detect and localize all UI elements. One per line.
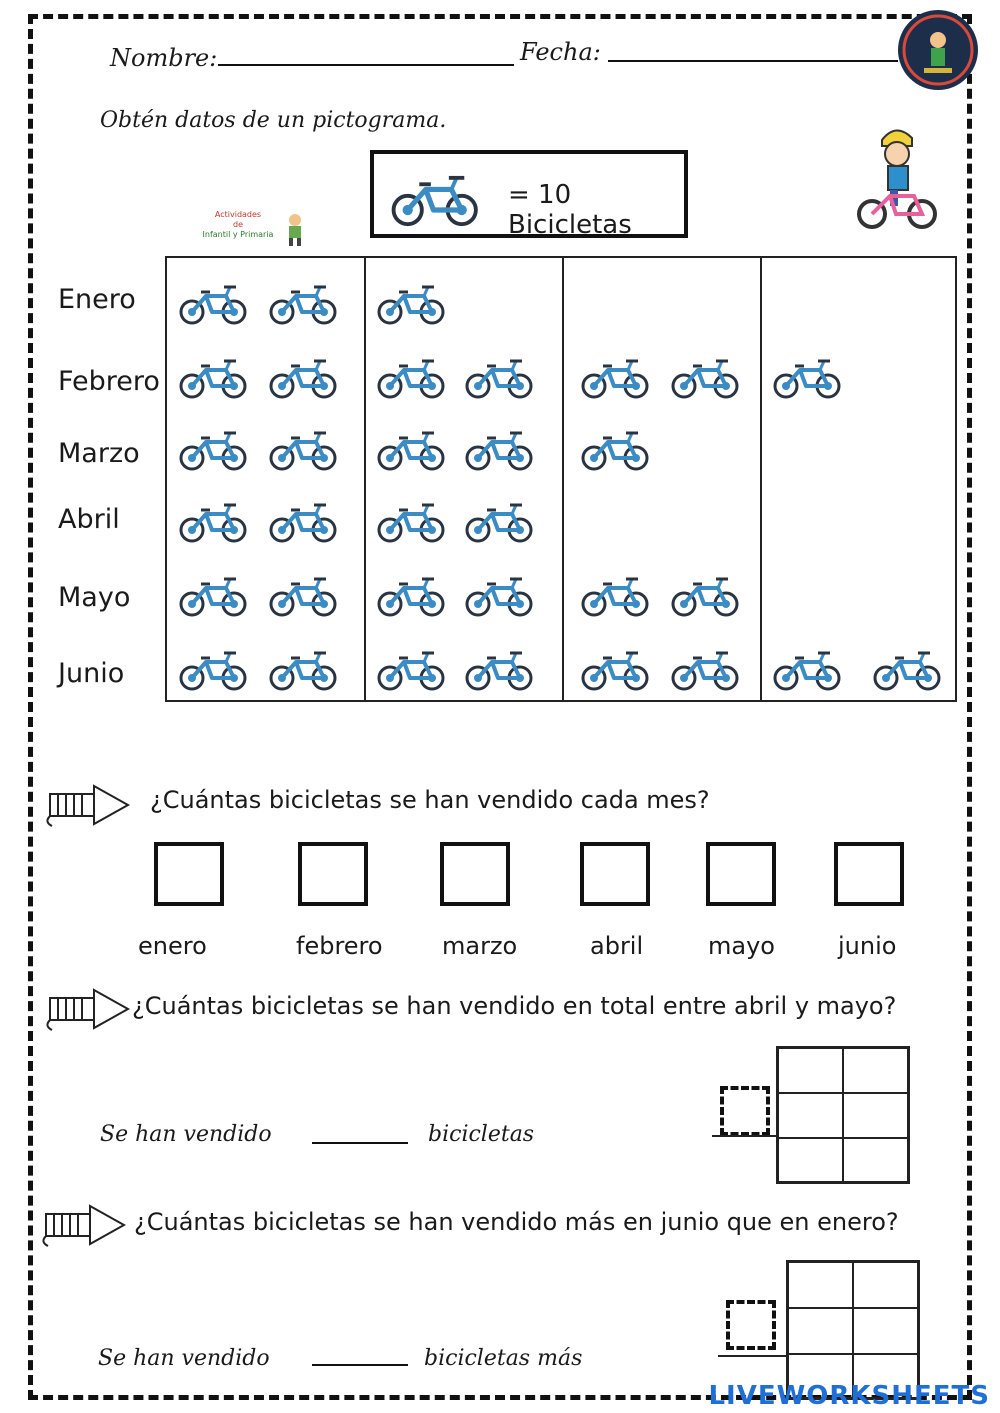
bicycle-icon [268, 576, 340, 618]
bicycle-icon [268, 430, 340, 472]
logo-line1: Actividades [214, 210, 262, 219]
bicycle-icon [464, 650, 536, 692]
answer-box-febrero[interactable] [298, 842, 368, 906]
bicycle-icon [464, 358, 536, 400]
sentence-2-suffix: bicicletas más [424, 1346, 583, 1371]
carry-line-2 [718, 1355, 788, 1357]
school-logo-icon [898, 10, 978, 90]
bicycle-icon [268, 358, 340, 400]
bicycle-icon [178, 650, 250, 692]
activities-logo [188, 210, 288, 240]
bicycle-icon [580, 430, 652, 472]
calc-cell[interactable] [843, 1093, 908, 1138]
calc-cell[interactable] [853, 1308, 918, 1354]
liveworksheets-watermark: LIVEWORKSHEETS [708, 1381, 990, 1411]
answer-box-enero[interactable] [154, 842, 224, 906]
arrow-q1-icon [44, 780, 130, 830]
grid-divider [760, 258, 762, 700]
calc-cell[interactable] [788, 1308, 853, 1354]
month-label: Enero [58, 284, 136, 315]
answer-label: abril [590, 932, 644, 960]
bicycle-icon [580, 576, 652, 618]
grid-divider [364, 258, 366, 700]
child-mascot-icon [284, 212, 306, 246]
bicycle-icon [580, 650, 652, 692]
bicycle-icon [464, 576, 536, 618]
bicycle-icon [464, 502, 536, 544]
instruction-text: Obtén datos de un pictograma. [100, 108, 447, 133]
bicycle-icon [268, 650, 340, 692]
bicycle-icon [178, 358, 250, 400]
legend-box [370, 150, 688, 238]
calc-cell[interactable] [843, 1048, 908, 1093]
month-label: Mayo [58, 582, 131, 613]
calc-grid-2 [786, 1260, 920, 1400]
calc-cell[interactable] [778, 1093, 843, 1138]
bicycle-icon [670, 576, 742, 618]
legend-bike-icon [384, 174, 488, 228]
bicycle-icon [178, 284, 250, 326]
answer-label: junio [838, 932, 897, 960]
answer-box-abril[interactable] [580, 842, 650, 906]
bicycle-icon [376, 650, 448, 692]
bicycle-icon [376, 358, 448, 400]
answer-label: mayo [708, 932, 775, 960]
legend-text: = 10 Bicicletas [508, 180, 632, 240]
answer-box-marzo[interactable] [440, 842, 510, 906]
question-3-text: ¿Cuántas bicicletas se han vendido más en junio que en enero? [134, 1208, 899, 1236]
calc-cell[interactable] [853, 1262, 918, 1308]
answer-total-field[interactable] [312, 1142, 408, 1144]
answer-difference-field[interactable] [312, 1364, 408, 1366]
calc-cell[interactable] [843, 1138, 908, 1182]
bicycle-icon [178, 430, 250, 472]
bicycle-icon [178, 502, 250, 544]
arrow-q2-icon [44, 984, 130, 1034]
answer-box-mayo[interactable] [706, 842, 776, 906]
question-2-text: ¿Cuántas bicicletas se han vendido en total entre abril y mayo? [132, 992, 897, 1020]
bicycle-icon [376, 576, 448, 618]
sentence-2-prefix: Se han vendido [98, 1346, 270, 1371]
answer-label: enero [138, 932, 207, 960]
logo-line3: Infantil y Primaria [202, 230, 274, 239]
answer-label: marzo [442, 932, 518, 960]
grid-divider [562, 258, 564, 700]
arrow-q3-icon [40, 1200, 126, 1250]
calc-cell[interactable] [788, 1262, 853, 1308]
bicycle-icon [772, 650, 844, 692]
date-field[interactable] [608, 60, 898, 62]
calc-grid-1 [776, 1046, 910, 1184]
date-label: Fecha: [520, 38, 601, 66]
bicycle-icon [772, 358, 844, 400]
bicycle-icon [580, 358, 652, 400]
answer-box-junio[interactable] [834, 842, 904, 906]
bicycle-icon [670, 650, 742, 692]
child-cyclist-icon [856, 118, 938, 234]
month-label: Abril [58, 504, 120, 535]
bicycle-icon [178, 576, 250, 618]
logo-line2: de [233, 220, 243, 229]
answer-label: febrero [296, 932, 383, 960]
month-label: Marzo [58, 438, 140, 469]
bicycle-icon [376, 502, 448, 544]
bicycle-icon [268, 502, 340, 544]
bicycle-icon [376, 430, 448, 472]
bicycle-icon [268, 284, 340, 326]
calc-cell[interactable] [778, 1138, 843, 1182]
calc-cell[interactable] [778, 1048, 843, 1093]
name-field[interactable] [218, 64, 514, 66]
carry-box-2[interactable] [726, 1300, 776, 1350]
bicycle-icon [872, 650, 944, 692]
bicycle-icon [670, 358, 742, 400]
name-label: Nombre: [110, 44, 218, 72]
bicycle-icon [376, 284, 448, 326]
month-label: Febrero [58, 366, 160, 397]
carry-line-1 [712, 1135, 778, 1137]
carry-box-1[interactable] [720, 1086, 770, 1136]
sentence-1-suffix: bicicletas [428, 1122, 535, 1147]
question-1-text: ¿Cuántas bicicletas se han vendido cada mes? [150, 786, 710, 814]
sentence-1-prefix: Se han vendido [100, 1122, 272, 1147]
month-label: Junio [58, 658, 125, 689]
bicycle-icon [464, 430, 536, 472]
